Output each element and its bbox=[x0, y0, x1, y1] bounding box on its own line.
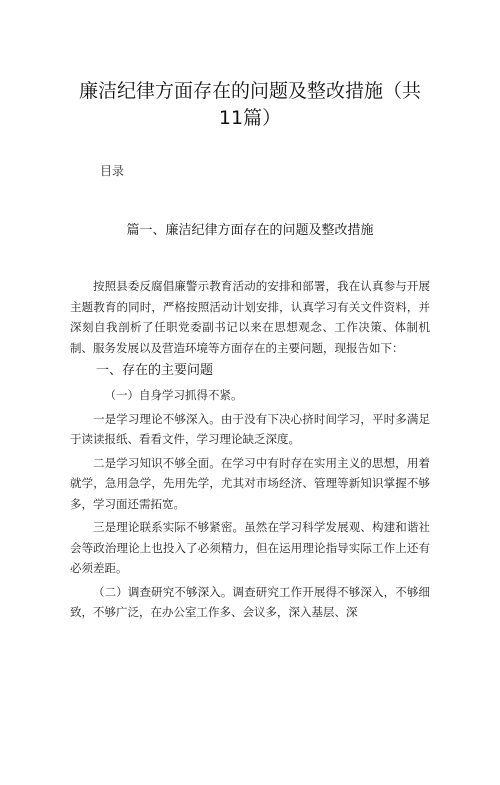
document-title: 廉洁纪律方面存在的问题及整改措施（共11篇） bbox=[78, 80, 421, 129]
document-page bbox=[0, 78, 500, 785]
paragraph-4: （二）调查研究不够深入。调查研究工作开展得不够深入，不够细致，不够广泛，在办公室工作多、会议多，深入基层、深 bbox=[70, 584, 430, 619]
paragraph-1: 一是学习理论不够深入。由于没有下决心挤时间学习，平时多满足于读读报纸、看看文件，学习理论缺乏深度。 bbox=[70, 411, 430, 446]
section-heading: 篇一、廉洁纪律方面存在的问题及整改措施 bbox=[126, 223, 374, 238]
heading-main-problems: 一、存在的主要问题 bbox=[96, 363, 214, 378]
document-body bbox=[70, 276, 430, 623]
paragraph-3: 三是理论联系实际不够紧密。虽然在学习科学发展观、构建和谐社会等政治理论上也投入了必须精力，但在运用理论指导实际工作上还有必须差距。 bbox=[70, 520, 430, 575]
toc-label: 目录 bbox=[100, 164, 125, 178]
subheading-study: （一）自身学习抓得不紧。 bbox=[104, 388, 243, 402]
paragraph-2: 二是学习知识不够全面。在学习中有时存在实用主义的思想，用着就学，急用急学，先用先学，尤其对市场经济、管理等新知识掌握不够多，学习面还需拓宽。 bbox=[70, 455, 430, 511]
intro-paragraph: 按照县委反腐倡廉警示教育活动的安排和部署，我在认真参与开展主题教育的同时，严格按照活动计划安排，认真学习有关文件资料，并深刻自我剖析了任职党委副书记以来在思想观念、工作决策、体制机制、服务发展以及营造环境等方面存在的主要问题，现报告如下： bbox=[70, 279, 430, 355]
